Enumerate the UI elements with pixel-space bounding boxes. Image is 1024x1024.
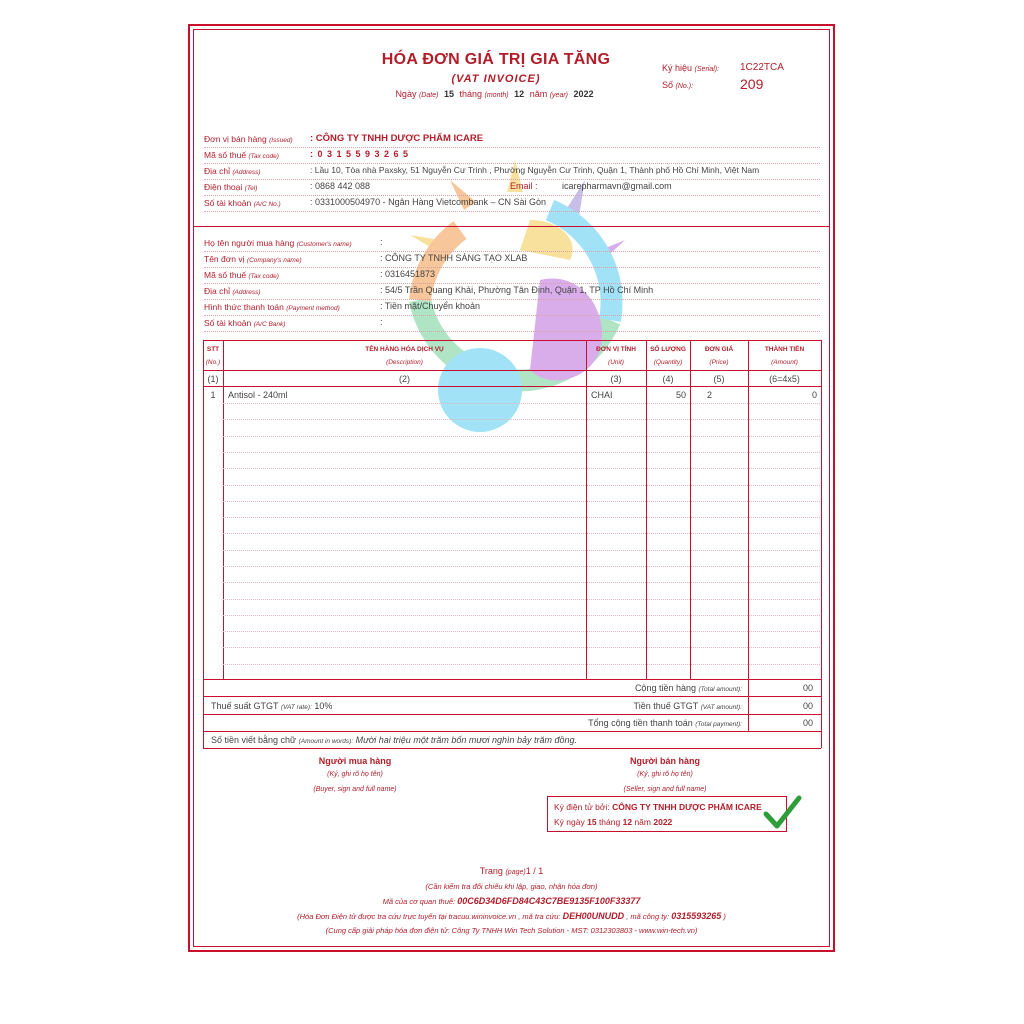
serial-label: Ký hiệu (Serial): xyxy=(662,63,720,73)
table-row-guide xyxy=(223,403,820,404)
vat-amount-label: Tiền thuế GTGT (VAT amount): xyxy=(633,701,742,711)
table-row-guide xyxy=(223,517,820,518)
invoice-subtitle: (VAT INVOICE) xyxy=(451,73,541,85)
seller-tax-code: : 0 3 1 5 5 9 3 2 6 5 xyxy=(310,149,410,159)
buyer-signature-title: Người mua hàng xyxy=(318,756,392,766)
vat-rate: 10% xyxy=(314,701,333,711)
total-label: Tổng cộng tiền thanh toán (Total payment): xyxy=(588,718,742,728)
table-row-guide xyxy=(223,452,820,453)
buyer-name: : xyxy=(380,237,383,247)
colnum-4: (4) xyxy=(662,374,674,384)
table-row-guide xyxy=(223,582,820,583)
invoice-date: Ngày (Date) 15 tháng (month) 12 năm (year) 2022 xyxy=(395,89,594,99)
table-row-guide xyxy=(223,468,820,469)
invoice-number: 209 xyxy=(740,76,764,92)
buyer-signature-sub-en: (Buyer, sign and full name) xyxy=(313,786,397,793)
checkmark-icon xyxy=(762,794,802,834)
seller-signature-sub: (Ký, ghi rõ họ tên) xyxy=(637,771,693,778)
esig-signer: CÔNG TY TNHH DƯỢC PHẨM ICARE xyxy=(612,802,762,812)
subtotal-value: 00 xyxy=(802,683,813,693)
colnum-2: (2) xyxy=(399,374,410,384)
vat-amount-value: 00 xyxy=(802,701,813,711)
buyer-payment: : Tiền mặt/Chuyển khoản xyxy=(380,301,481,311)
check-note: (Cần kiểm tra đối chiếu khi lập, giao, nhận hóa đơn) xyxy=(425,882,598,891)
table-row-guide xyxy=(223,419,820,420)
row-unit: CHAI xyxy=(591,390,613,400)
page-indicator: Trang (page)1 / 1 xyxy=(479,866,544,876)
buyer-payment-row: Hình thức thanh toán (Payment method) : Tiền mặt/Chuyển khoản xyxy=(204,299,820,316)
invoice-title: HÓA ĐƠN GIÁ TRỊ GIA TĂNG xyxy=(381,51,611,68)
row-no: 1 xyxy=(210,390,216,400)
vat-rate-label: Thuế suất GTGT (VAT rate): 10% xyxy=(211,701,333,711)
buyer-account-row: Số tài khoản (A/C Bank) : xyxy=(204,315,820,332)
row-price: 2 xyxy=(706,390,712,400)
lookup-info: (Hóa Đơn Điện tử được tra cứu trực tuyến tại tracuu.wininvoice.vn , mã tra cứu: DEH00UNUDD , mã công ty: 0315593265 ) xyxy=(297,911,726,921)
header-price: ĐƠN GIÁ (Price) xyxy=(704,346,734,366)
seller-tax-row: Mã số thuế (Tax code) : 0 3 1 5 5 9 3 2 6 5 xyxy=(204,147,820,164)
seller-address-row: Địa chỉ (Address) : Lầu 10, Tòa nhà Paxsky, 51 Nguyễn Cư Trinh , Phường Nguyễn Cư Trinh, Quận 1, Thành phố Hồ Chí Minh, Việt Nam xyxy=(204,163,820,180)
seller-account: : 0331000504970 - Ngân Hàng Vietcombank – CN Sài Gòn xyxy=(310,197,546,207)
seller-address: : Lầu 10, Tòa nhà Paxsky, 51 Nguyễn Cư Trinh , Phường Nguyễn Cư Trinh, Quận 1, Thành phố Hồ Chí Minh, Việt Nam xyxy=(310,165,760,175)
seller-name-row: Đơn vị bán hàng (Issued) : CÔNG TY TNHH DƯỢC PHẨM ICARE xyxy=(204,131,820,148)
colnum-6: (6=4x5) xyxy=(769,374,800,384)
buyer-name-row: Họ tên người mua hàng (Customer's name) : xyxy=(204,235,820,252)
table-row-guide xyxy=(223,615,820,616)
seller-phone-row: Điện thoại (Tel) : 0868 442 088 Email : icarepharmavn@gmail.com xyxy=(204,179,820,196)
number-label: Số (No.): xyxy=(662,80,694,90)
header-no: STT (No.) xyxy=(205,346,221,366)
row-amount: 0 xyxy=(811,390,817,400)
buyer-signature-sub: (Ký, ghi rõ họ tên) xyxy=(327,771,383,778)
seller-signature-title: Người bán hàng xyxy=(630,756,700,766)
provider-info: (Cung cấp giải pháp hóa đơn điện tử: Công Ty TNHH Win Tech Solution - MST: 0312303803 - www.win-tech.vn) xyxy=(325,926,698,935)
amount-in-words: Mười hai triệu một trăm bốn mươi nghìn bảy trăm đồng. xyxy=(355,735,578,745)
buyer-account: : xyxy=(380,317,383,327)
amount-in-words-row: Số tiền viết bằng chữ (Amount in words): Mười hai triệu một trăm bốn mươi nghìn bảy trăm đồng. xyxy=(211,735,578,745)
colnum-3: (3) xyxy=(610,374,622,384)
header-unit: ĐƠN VỊ TÍNH (Unit) xyxy=(596,346,636,366)
invoice-month: 12 xyxy=(514,89,525,99)
table-row-guide xyxy=(223,566,820,567)
colnum-5: (5) xyxy=(713,374,725,384)
table-row-guide xyxy=(223,599,820,600)
table-row-guide xyxy=(223,631,820,632)
table-row-guide xyxy=(223,550,820,551)
table-row-guide xyxy=(223,533,820,534)
buyer-address-row: Địa chỉ (Address) : 54/5 Trần Quang Khải, Phường Tân Định, Quận 1, TP Hồ Chí Minh xyxy=(204,283,820,300)
invoice-day: 15 xyxy=(443,89,454,99)
buyer-tax-row: Mã số thuế (Tax code) : 0316451873 xyxy=(204,267,820,284)
row-quantity: 50 xyxy=(675,390,686,400)
invoice-year: 2022 xyxy=(573,89,594,99)
buyer-company: : CÔNG TY TNHH SÁNG TẠO XLAB xyxy=(380,253,528,263)
buyer-address: : 54/5 Trần Quang Khải, Phường Tân Định, Quận 1, TP Hồ Chí Minh xyxy=(380,285,654,295)
section-divider xyxy=(193,226,830,227)
seller-signature-sub-en: (Seller, sign and full name) xyxy=(623,786,707,793)
seller-account-row: Số tài khoản (A/C No.) : 0331000504970 - Ngân Hàng Vietcombank – CN Sài Gòn xyxy=(204,195,820,212)
electronic-signature-box: Ký điện tử bởi: CÔNG TY TNHH DƯỢC PHẨM ICARE Ký ngày 15 tháng 12 năm 2022 xyxy=(547,796,787,832)
tax-authority-code: Mã của cơ quan thuế: 00C6D34D6FD84C43C7BE9135F100F33377 xyxy=(382,896,641,906)
buyer-tax-code: : 0316451873 xyxy=(380,269,436,279)
buyer-company-row: Tên đơn vị (Company's name) : CÔNG TY TNHH SÁNG TẠO XLAB xyxy=(204,251,820,268)
seller-email-label: Email : xyxy=(510,181,538,191)
table-row-guide xyxy=(223,501,820,502)
table-row-guide xyxy=(223,664,820,665)
seller-name: : CÔNG TY TNHH DƯỢC PHẨM ICARE xyxy=(310,133,484,144)
table-row-guide xyxy=(223,485,820,486)
seller-email: icarepharmavn@gmail.com xyxy=(562,181,672,191)
subtotal-label: Cộng tiền hàng (Total amount): xyxy=(634,683,742,693)
header-amount: THÀNH TIỀN (Amount) xyxy=(764,346,805,366)
row-description: Antisol - 240ml xyxy=(228,390,288,400)
table-row-guide xyxy=(223,647,820,648)
colnum-1: (1) xyxy=(207,374,219,384)
header-quantity: SỐ LƯỢNG (Quantity) xyxy=(650,346,686,366)
serial-value: 1C22TCA xyxy=(740,62,784,73)
header-description: TÊN HÀNG HÓA DỊCH VỤ (Description) xyxy=(365,346,444,366)
total-value: 00 xyxy=(802,718,813,728)
seller-phone: : 0868 442 088 xyxy=(310,181,371,191)
table-row-guide xyxy=(223,436,820,437)
